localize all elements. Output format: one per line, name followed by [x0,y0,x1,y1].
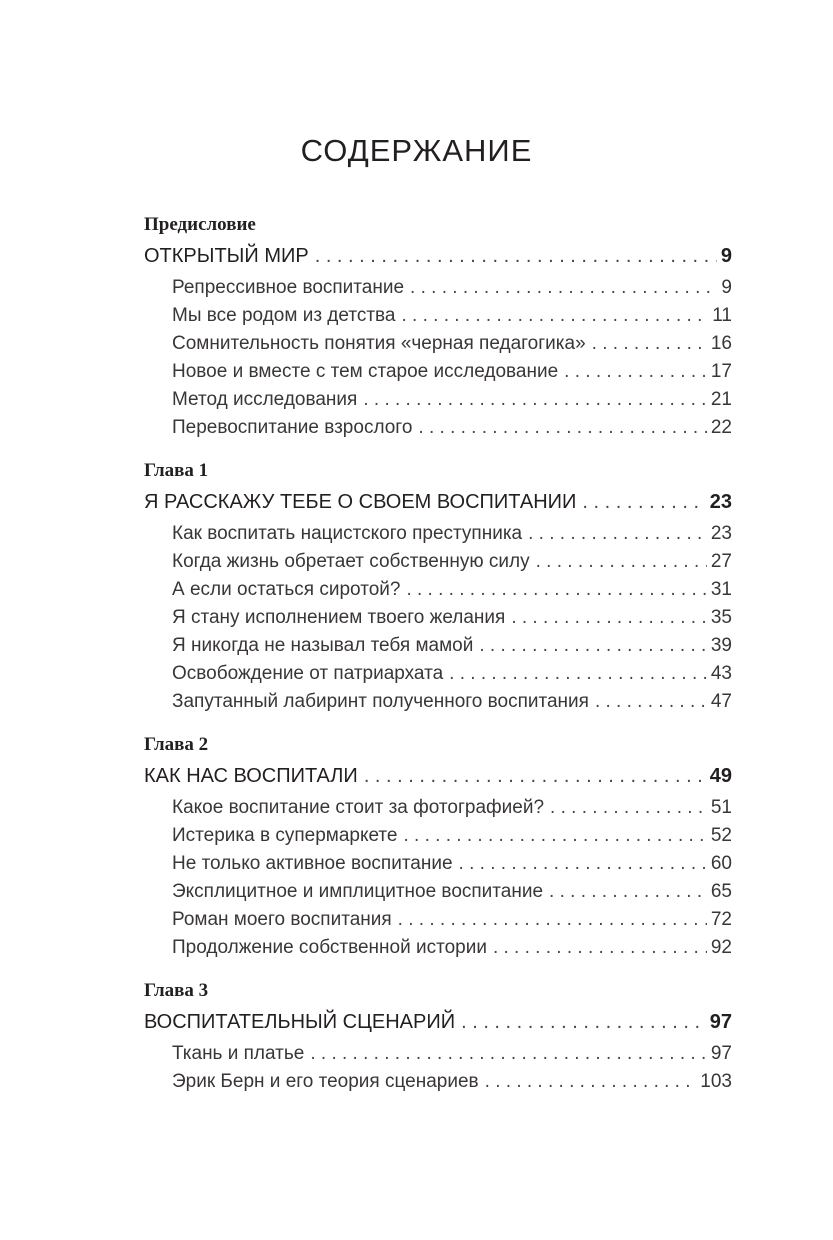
toc-entry[interactable] [144,1068,732,1096]
dot-leader [485,1068,697,1096]
page-number: 9 [721,277,732,298]
toc-entry[interactable] [144,358,732,386]
entry-title: ВОСПИТАТЕЛЬНЫЙ СЦЕНАРИЙ [144,1011,456,1033]
entry-title: Репрессивное воспитание [172,277,405,298]
entry-title: Освобождение от патриархата [172,663,444,684]
page-number: 17 [710,361,732,382]
dot-leader [406,576,706,604]
dot-leader [549,878,707,906]
dot-leader [536,548,707,576]
dot-leader [592,330,707,358]
toc-section [144,456,732,716]
page-number: 60 [710,853,732,874]
entry-title: Истерика в супермаркете [172,825,398,846]
page-number: 39 [710,635,732,656]
toc-entry[interactable] [144,548,732,576]
dot-leader [449,660,707,688]
toc-entry[interactable] [144,274,732,302]
page-number: 35 [710,607,732,628]
entry-title: Метод исследования [172,389,358,410]
entry-title: Какое воспитание стоит за фотографией? [172,797,545,818]
page-number: 23 [710,523,732,544]
page-number: 97 [710,1043,732,1064]
dot-leader [398,906,707,934]
toc-entry[interactable] [144,414,732,442]
toc-entry[interactable] [144,794,732,822]
page-number: 31 [710,579,732,600]
dot-leader [564,358,707,386]
page-number: 22 [710,417,732,438]
entry-title: Я стану исполнением твоего желания [172,607,506,628]
toc-section [144,976,732,1096]
entry-title: КАК НАС ВОСПИТАЛИ [144,765,358,787]
page-number: 27 [710,551,732,572]
toc-entry[interactable] [144,1040,732,1068]
entry-title: Когда жизнь обретает собственную силу [172,551,530,572]
dot-leader [410,274,717,302]
toc-entry[interactable] [144,302,732,330]
page-number: 9 [720,245,732,267]
page-number: 21 [710,389,732,410]
page-title: СОДЕРЖАНИЕ [300,132,533,168]
page-number: 72 [710,909,732,930]
toc-chapter-entry[interactable] [144,1006,732,1038]
dot-leader [401,302,708,330]
dot-leader [550,794,707,822]
toc-entry[interactable] [144,934,732,962]
section-label: Глава 2 [144,734,209,755]
toc-entry[interactable] [144,906,732,934]
dot-leader [511,604,707,632]
toc-section [144,210,732,442]
toc-entry[interactable] [144,822,732,850]
entry-title: Сомнительность понятия «черная педагогика» [172,333,586,354]
toc-entry[interactable] [144,878,732,906]
page-number: 11 [712,305,732,326]
entry-title: ОТКРЫТЫЙ МИР [144,245,309,267]
entry-title: Эксплицитное и имплицитное воспитание [172,881,544,902]
toc-chapter-entry[interactable] [144,486,732,518]
table-of-contents [144,210,732,1096]
dot-leader [493,934,707,962]
toc-entry[interactable] [144,688,732,716]
entry-title: Новое и вместе с тем старое исследование [172,361,559,382]
toc-entry[interactable] [144,520,732,548]
entry-title: Эрик Берн и его теория сценариев [172,1071,479,1092]
dot-leader [459,850,707,878]
page-number: 92 [710,937,732,958]
entry-title: Я никогда не называл тебя мамой [172,635,474,656]
entry-title: Запутанный лабиринт полученного воспитания [172,691,589,712]
entry-title: Мы все родом из детства [172,305,396,326]
entry-title: Как воспитать нацистского преступника [172,523,523,544]
toc-entry[interactable] [144,632,732,660]
entry-title: Ткань и платье [172,1043,305,1064]
page-number: 47 [710,691,732,712]
entry-title: Продолжение собственной истории [172,937,487,958]
page-number: 65 [710,881,732,902]
toc-chapter-entry[interactable] [144,760,732,792]
page-number: 51 [710,797,732,818]
dot-leader [582,486,705,518]
toc-chapter-entry[interactable] [144,240,732,272]
dot-leader [528,520,707,548]
section-label: Глава 1 [144,460,209,481]
section-label: Глава 3 [144,980,209,1001]
section-label: Предисловие [144,214,256,235]
dot-leader [595,688,707,716]
dot-leader [461,1006,706,1038]
entry-title: А если остаться сиротой? [172,579,401,600]
page-number: 23 [709,491,732,513]
toc-entry[interactable] [144,850,732,878]
entry-title: Не только активное воспитание [172,853,453,874]
page-number: 16 [710,333,732,354]
toc-entry[interactable] [144,660,732,688]
dot-leader [479,632,707,660]
toc-entry[interactable] [144,576,732,604]
toc-entry[interactable] [144,604,732,632]
entry-title: Перевоспитание взрослого [172,417,413,438]
toc-entry[interactable] [144,330,732,358]
page-number: 52 [710,825,732,846]
toc-section [144,730,732,962]
dot-leader [315,240,717,272]
page-number: 49 [709,765,732,787]
dot-leader [363,386,707,414]
page-number: 97 [709,1011,732,1033]
page-number: 43 [710,663,732,684]
dot-leader [418,414,706,442]
entry-title: Роман моего воспитания [172,909,392,930]
dot-leader [403,822,706,850]
entry-title: Я РАССКАЖУ ТЕБЕ О СВОЕМ ВОСПИТАНИИ [144,491,577,513]
toc-entry[interactable] [144,386,732,414]
page-number: 103 [700,1071,732,1092]
dot-leader [364,760,706,792]
dot-leader [310,1040,707,1068]
